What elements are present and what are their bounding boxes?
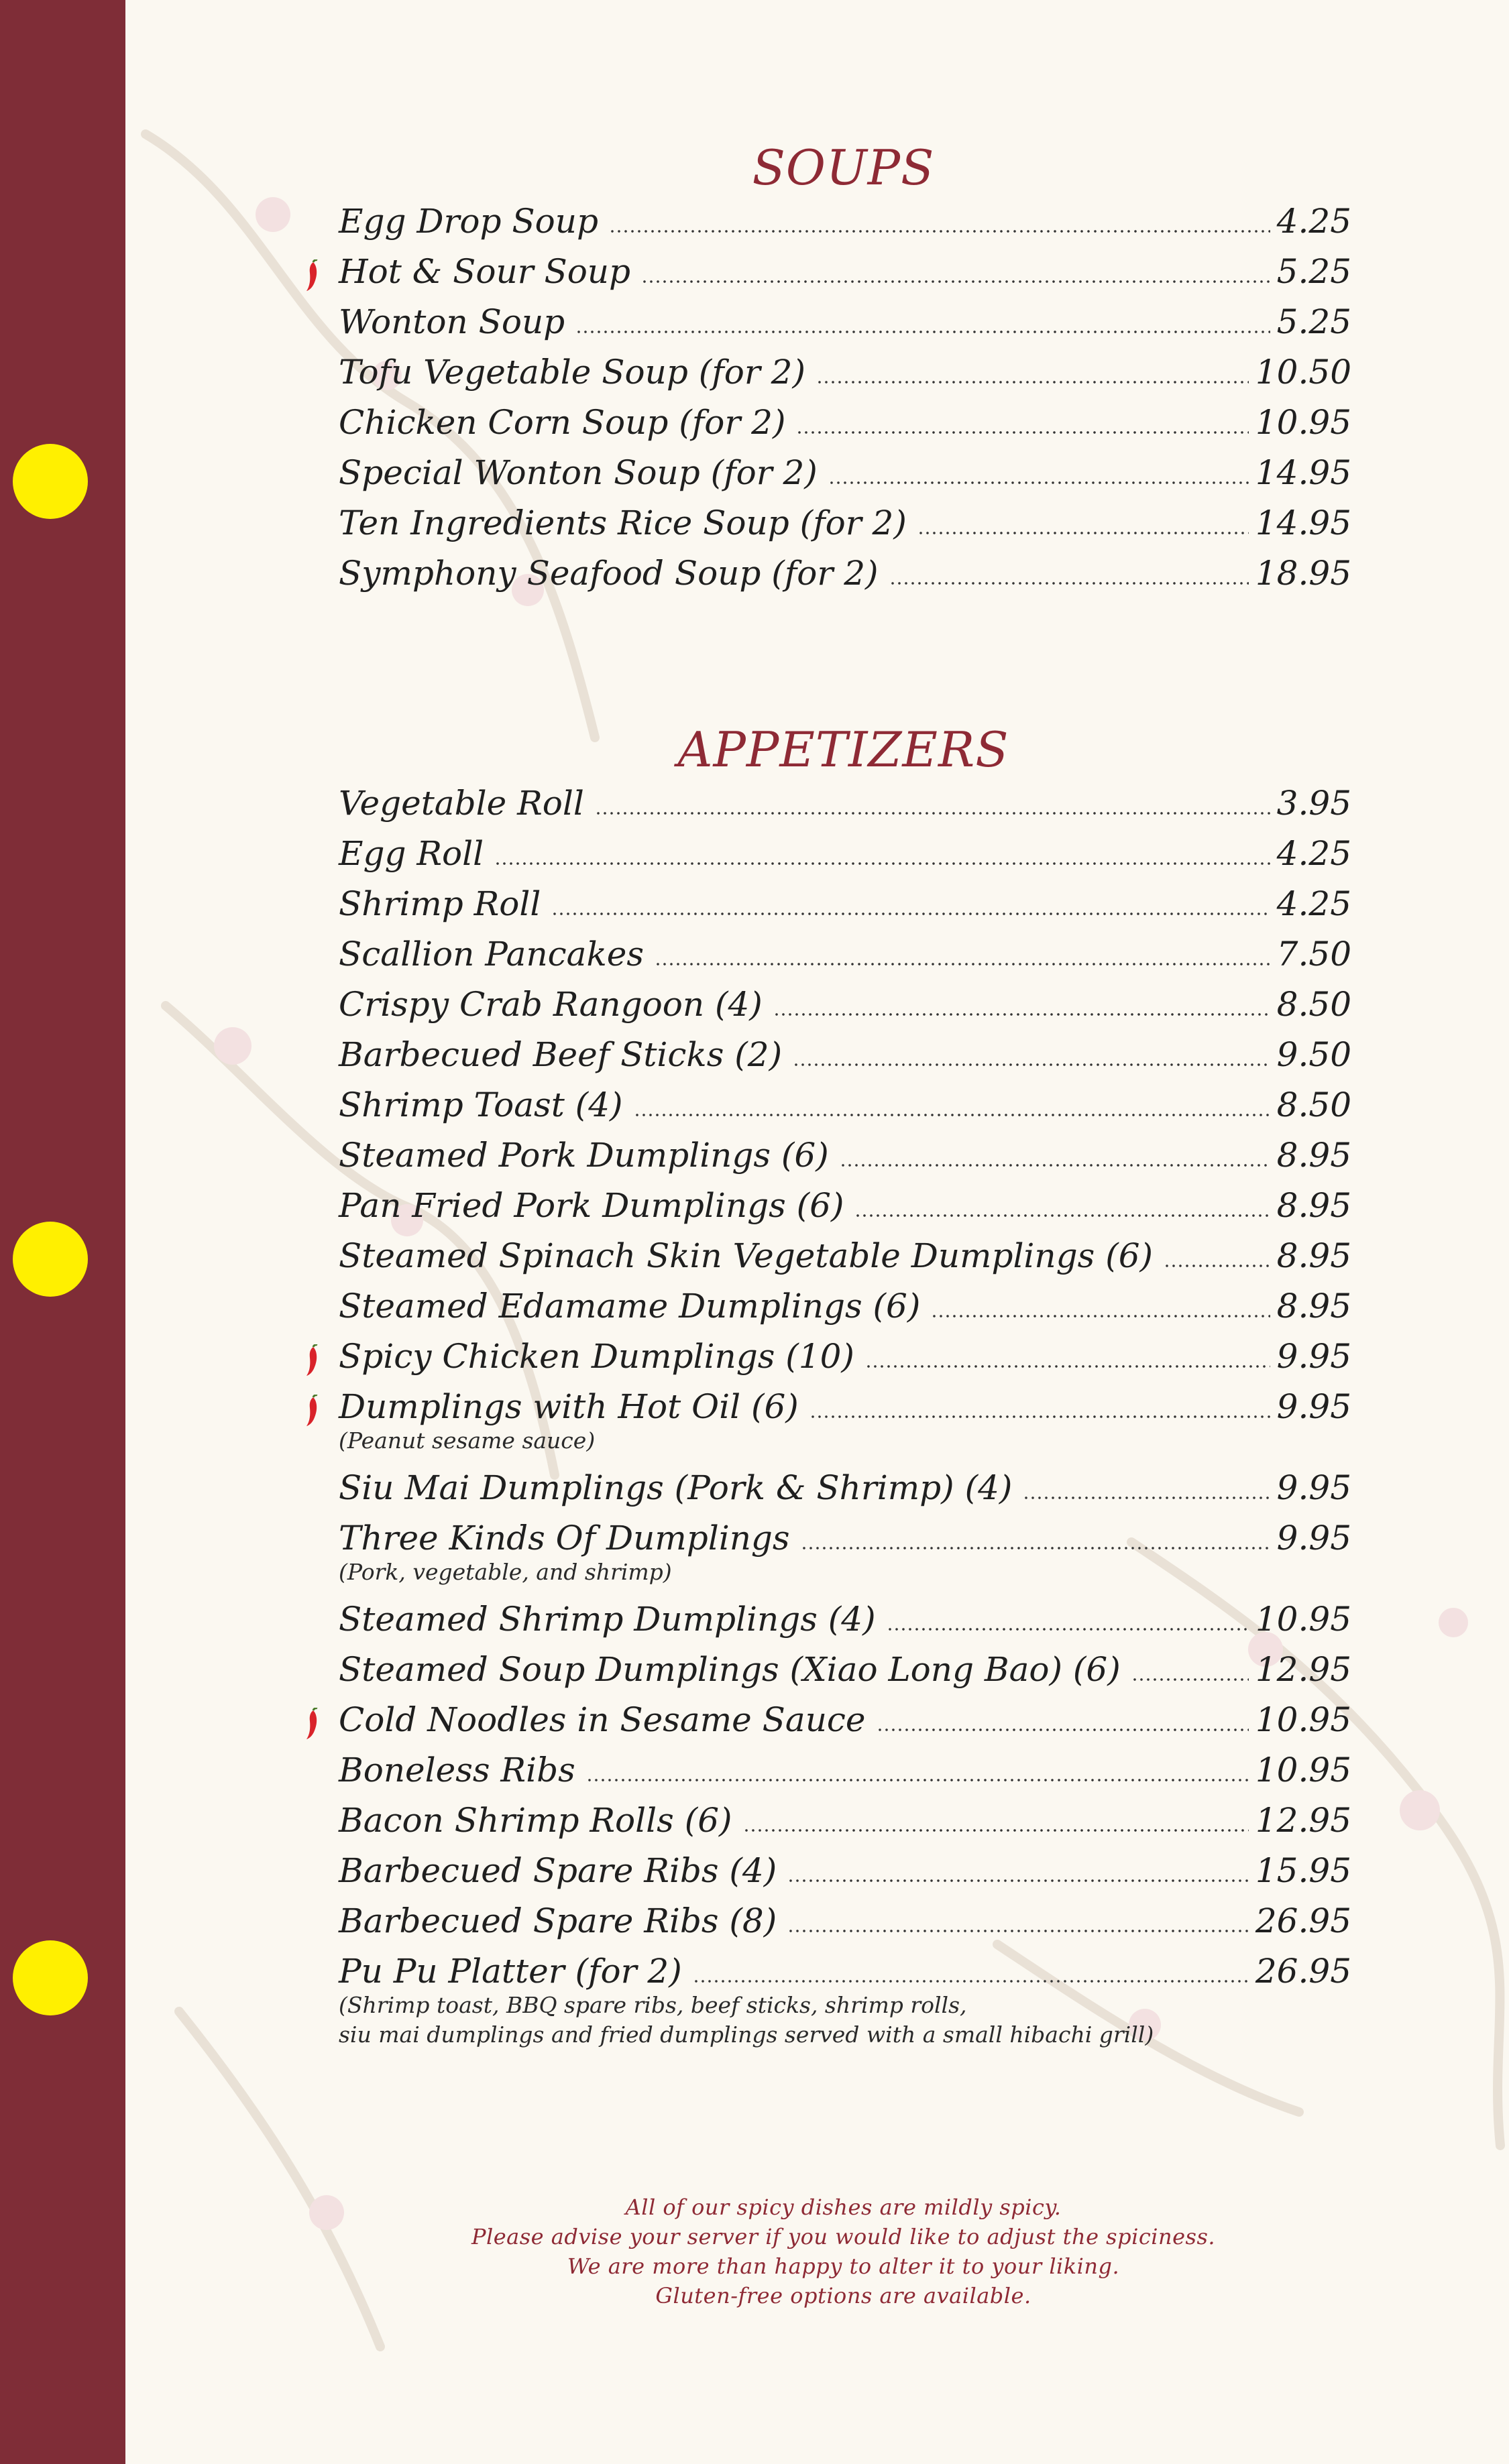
dot-leader <box>1164 1264 1270 1268</box>
item-name: Steamed Edamame Dumplings (6) <box>339 1287 921 1326</box>
dot-leader <box>889 581 1249 585</box>
menu-item <box>339 1518 1351 1585</box>
item-name: Barbecued Beef Sticks (2) <box>339 1035 783 1074</box>
menu-item <box>339 1336 1351 1387</box>
dot-leader <box>551 912 1270 916</box>
item-name: Cold Noodles in Sesame Sauce <box>339 1700 866 1739</box>
dot-leader <box>865 1364 1270 1368</box>
menu-item <box>339 352 1351 402</box>
item-name: Symphony Seafood Soup (for 2) <box>339 554 879 593</box>
item-note: (Peanut sesame sauce) <box>339 1427 596 1454</box>
item-price: 8.50 <box>1276 985 1351 1024</box>
dot-leader <box>575 330 1270 334</box>
item-price: 14.95 <box>1255 504 1351 542</box>
item-name: Crispy Crab Rangoon (4) <box>339 985 763 1024</box>
item-price: 9.95 <box>1276 1468 1351 1507</box>
item-name: Wonton Soup <box>339 302 565 341</box>
menu-item <box>339 302 1351 352</box>
dot-leader <box>743 1828 1249 1832</box>
dot-leader <box>917 531 1249 535</box>
dot-leader <box>773 1012 1270 1016</box>
footer-line: Please advise your server if you would like to adjust the spiciness. <box>471 2224 1216 2249</box>
menu-item <box>339 1035 1351 1085</box>
chili-pepper-icon <box>304 1344 321 1378</box>
item-price: 18.95 <box>1255 554 1351 593</box>
item-name: Steamed Shrimp Dumplings (4) <box>339 1600 876 1639</box>
item-name: Pan Fried Pork Dumplings (6) <box>339 1186 844 1225</box>
dot-leader <box>887 1627 1249 1631</box>
item-price: 5.25 <box>1276 252 1351 291</box>
item-price: 8.95 <box>1276 1186 1351 1225</box>
menu-item <box>339 1750 1351 1800</box>
menu-item <box>339 1387 1351 1454</box>
menu-item <box>339 1800 1351 1851</box>
item-name: Tofu Vegetable Soup (for 2) <box>339 353 805 392</box>
item-name: Siu Mai Dumplings (Pork & Shrimp) (4) <box>339 1468 1013 1507</box>
item-price: 26.95 <box>1255 1952 1351 1991</box>
item-price: 8.95 <box>1276 1236 1351 1275</box>
menu-item <box>339 1951 1351 2048</box>
menu-item <box>339 984 1351 1035</box>
item-name: Vegetable Roll <box>339 784 584 823</box>
item-name: Chicken Corn Soup (for 2) <box>339 403 786 442</box>
dot-leader <box>641 280 1270 284</box>
menu-item <box>339 1901 1351 1951</box>
soups-heading: SOUPS <box>752 139 935 196</box>
footer-line: Gluten-free options are available. <box>655 2283 1031 2308</box>
item-name: Spicy Chicken Dumplings (10) <box>339 1337 854 1376</box>
menu-item <box>339 1649 1351 1700</box>
chili-pepper-icon <box>304 1395 321 1428</box>
dot-leader <box>816 380 1249 384</box>
item-name: Egg Roll <box>339 834 484 873</box>
item-price: 15.95 <box>1255 1851 1351 1890</box>
menu-item <box>339 1700 1351 1750</box>
item-price: 8.50 <box>1276 1086 1351 1124</box>
menu-item <box>339 833 1351 884</box>
menu-item <box>339 251 1351 302</box>
item-price: 26.95 <box>1255 1901 1351 1940</box>
dot-leader <box>809 1415 1270 1419</box>
dot-leader <box>609 229 1270 233</box>
item-note: (Shrimp toast, BBQ spare ribs, beef sticks, shrimp rolls, <box>339 1992 967 2018</box>
dot-leader <box>655 962 1270 966</box>
item-price: 9.95 <box>1276 1337 1351 1376</box>
item-price: 10.50 <box>1255 353 1351 392</box>
item-price: 5.25 <box>1276 302 1351 341</box>
menu-item <box>339 201 1351 251</box>
item-name: Steamed Spinach Skin Vegetable Dumplings (6) <box>339 1236 1154 1275</box>
item-price: 9.50 <box>1276 1035 1351 1074</box>
footer-line: We are more than happy to alter it to your liking. <box>567 2253 1120 2279</box>
appetizers-heading: APPETIZERS <box>677 721 1009 778</box>
item-name: Three Kinds Of Dumplings <box>339 1519 790 1558</box>
item-price: 9.95 <box>1276 1519 1351 1558</box>
dot-leader <box>787 1929 1249 1933</box>
dot-leader <box>586 1778 1249 1782</box>
item-price: 7.50 <box>1276 935 1351 974</box>
item-price: 10.95 <box>1255 1751 1351 1790</box>
item-price: 10.95 <box>1255 403 1351 442</box>
dot-leader <box>494 862 1270 866</box>
dot-leader <box>877 1728 1249 1732</box>
dot-leader <box>828 481 1249 485</box>
item-name: Egg Drop Soup <box>339 202 598 241</box>
item-name: Shrimp Toast (4) <box>339 1086 623 1124</box>
dot-leader <box>796 430 1248 434</box>
dot-leader <box>634 1113 1270 1117</box>
item-note: siu mai dumplings and fried dumplings served with a small hibachi grill) <box>339 2021 1154 2048</box>
item-name: Ten Ingredients Rice Soup (for 2) <box>339 504 907 542</box>
menu-item <box>339 1185 1351 1236</box>
menu-item <box>339 1085 1351 1135</box>
item-price: 4.25 <box>1276 834 1351 873</box>
item-price: 10.95 <box>1255 1700 1351 1739</box>
dot-leader <box>854 1214 1270 1218</box>
menu-item <box>339 553 1351 603</box>
item-name: Scallion Pancakes <box>339 935 645 974</box>
item-name: Bacon Shrimp Rolls (6) <box>339 1801 732 1840</box>
item-name: Shrimp Roll <box>339 884 541 923</box>
item-name: Hot & Sour Soup <box>339 252 631 291</box>
item-price: 12.95 <box>1255 1801 1351 1840</box>
item-price: 8.95 <box>1276 1136 1351 1175</box>
item-name: Pu Pu Platter (for 2) <box>339 1952 682 1991</box>
menu-item <box>339 402 1351 453</box>
item-price: 4.25 <box>1276 202 1351 241</box>
menu-item <box>339 1236 1351 1286</box>
dot-leader <box>801 1546 1270 1550</box>
menu-item <box>339 934 1351 984</box>
menu-item <box>339 1468 1351 1518</box>
item-name: Boneless Ribs <box>339 1751 575 1790</box>
item-name: Steamed Soup Dumplings (Xiao Long Bao) (6) <box>339 1650 1121 1689</box>
menu-item <box>339 783 1351 833</box>
item-price: 14.95 <box>1255 453 1351 492</box>
dot-leader <box>840 1163 1270 1167</box>
item-price: 8.95 <box>1276 1287 1351 1326</box>
item-note: (Pork, vegetable, and shrimp) <box>339 1559 672 1585</box>
item-name: Barbecued Spare Ribs (8) <box>339 1901 777 1940</box>
chili-pepper-icon <box>304 259 321 293</box>
item-price: 4.25 <box>1276 884 1351 923</box>
item-price: 12.95 <box>1255 1650 1351 1689</box>
item-price: 9.95 <box>1276 1387 1351 1426</box>
menu-item <box>339 1851 1351 1901</box>
dot-leader <box>787 1879 1249 1883</box>
menu-item <box>339 1599 1351 1649</box>
menu-item <box>339 503 1351 553</box>
footer-line: All of our spicy dishes are mildly spicy. <box>625 2194 1062 2220</box>
item-price: 3.95 <box>1276 784 1351 823</box>
dot-leader <box>693 1979 1249 1983</box>
item-name: Steamed Pork Dumplings (6) <box>339 1136 829 1175</box>
item-name: Dumplings with Hot Oil (6) <box>339 1387 799 1426</box>
dot-leader <box>793 1063 1270 1067</box>
menu-item <box>339 1135 1351 1185</box>
spicy-notice <box>339 2192 1348 2310</box>
menu-item <box>339 453 1351 503</box>
dot-leader <box>931 1314 1270 1318</box>
item-name: Barbecued Spare Ribs (4) <box>339 1851 777 1890</box>
menu-item <box>339 1286 1351 1336</box>
item-name: Special Wonton Soup (for 2) <box>339 453 818 492</box>
dot-leader <box>595 811 1270 815</box>
menu-item <box>339 884 1351 934</box>
item-price: 10.95 <box>1255 1600 1351 1639</box>
dot-leader <box>1023 1496 1270 1500</box>
chili-pepper-icon <box>304 1708 321 1741</box>
dot-leader <box>1131 1678 1249 1682</box>
